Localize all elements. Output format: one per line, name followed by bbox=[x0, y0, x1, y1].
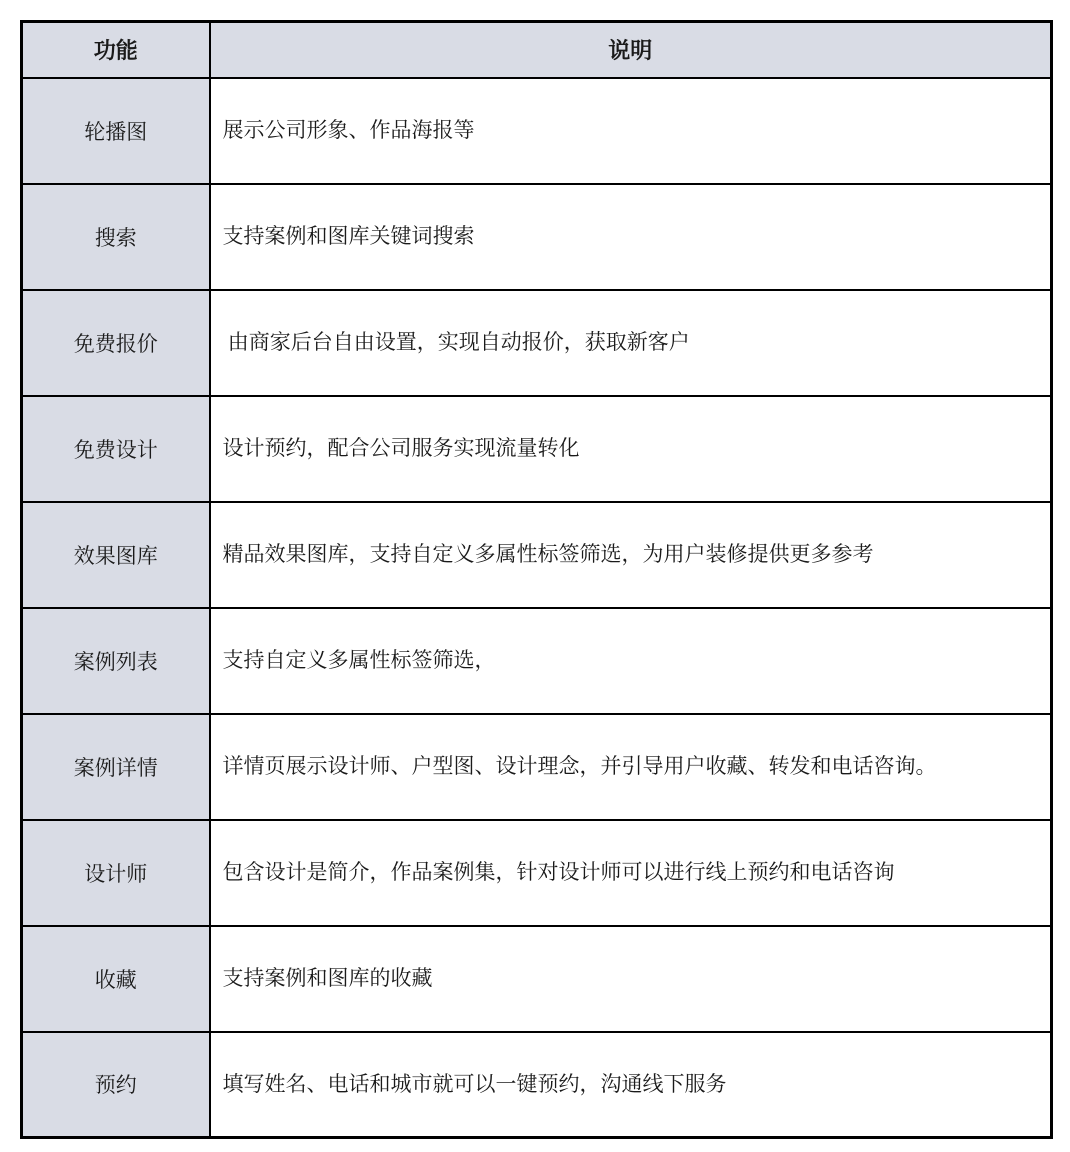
table-row bbox=[22, 608, 1052, 714]
feature-cell: 案例列表 bbox=[22, 608, 210, 714]
table-row bbox=[22, 184, 1052, 290]
feature-cell: 免费报价 bbox=[22, 290, 210, 396]
feature-cell: 效果图库 bbox=[22, 502, 210, 608]
feature-cell: 收藏 bbox=[22, 926, 210, 1032]
feature-cell: 设计师 bbox=[22, 820, 210, 926]
table-row bbox=[22, 396, 1052, 502]
description-cell: 详情页展示设计师、户型图、设计理念，并引导用户收藏、转发和电话咨询。 bbox=[210, 714, 1052, 820]
description-cell: 包含设计是简介，作品案例集，针对设计师可以进行线上预约和电话咨询 bbox=[210, 820, 1052, 926]
feature-description-table bbox=[20, 20, 1053, 1139]
description-cell: 精品效果图库，支持自定义多属性标签筛选，为用户装修提供更多参考 bbox=[210, 502, 1052, 608]
description-cell: 填写姓名、电话和城市就可以一键预约，沟通线下服务 bbox=[210, 1032, 1052, 1138]
table-row bbox=[22, 820, 1052, 926]
header-cell-description: 说明 bbox=[210, 22, 1052, 78]
table-row bbox=[22, 714, 1052, 820]
description-cell: 设计预约，配合公司服务实现流量转化 bbox=[210, 396, 1052, 502]
description-cell: 支持自定义多属性标签筛选， bbox=[210, 608, 1052, 714]
table-header bbox=[22, 22, 1052, 78]
table-row bbox=[22, 290, 1052, 396]
feature-cell: 预约 bbox=[22, 1032, 210, 1138]
feature-cell: 免费设计 bbox=[22, 396, 210, 502]
table-body bbox=[22, 78, 1052, 1138]
description-cell: 支持案例和图库关键词搜索 bbox=[210, 184, 1052, 290]
table-row bbox=[22, 926, 1052, 1032]
feature-cell: 搜索 bbox=[22, 184, 210, 290]
table-row bbox=[22, 1032, 1052, 1138]
header-row bbox=[22, 22, 1052, 78]
description-cell: 支持案例和图库的收藏 bbox=[210, 926, 1052, 1032]
feature-cell: 轮播图 bbox=[22, 78, 210, 184]
description-cell: 由商家后台自由设置，实现自动报价，获取新客户 bbox=[210, 290, 1052, 396]
table-row bbox=[22, 78, 1052, 184]
feature-cell: 案例详情 bbox=[22, 714, 210, 820]
table-row bbox=[22, 502, 1052, 608]
header-cell-feature: 功能 bbox=[22, 22, 210, 78]
description-cell: 展示公司形象、作品海报等 bbox=[210, 78, 1052, 184]
